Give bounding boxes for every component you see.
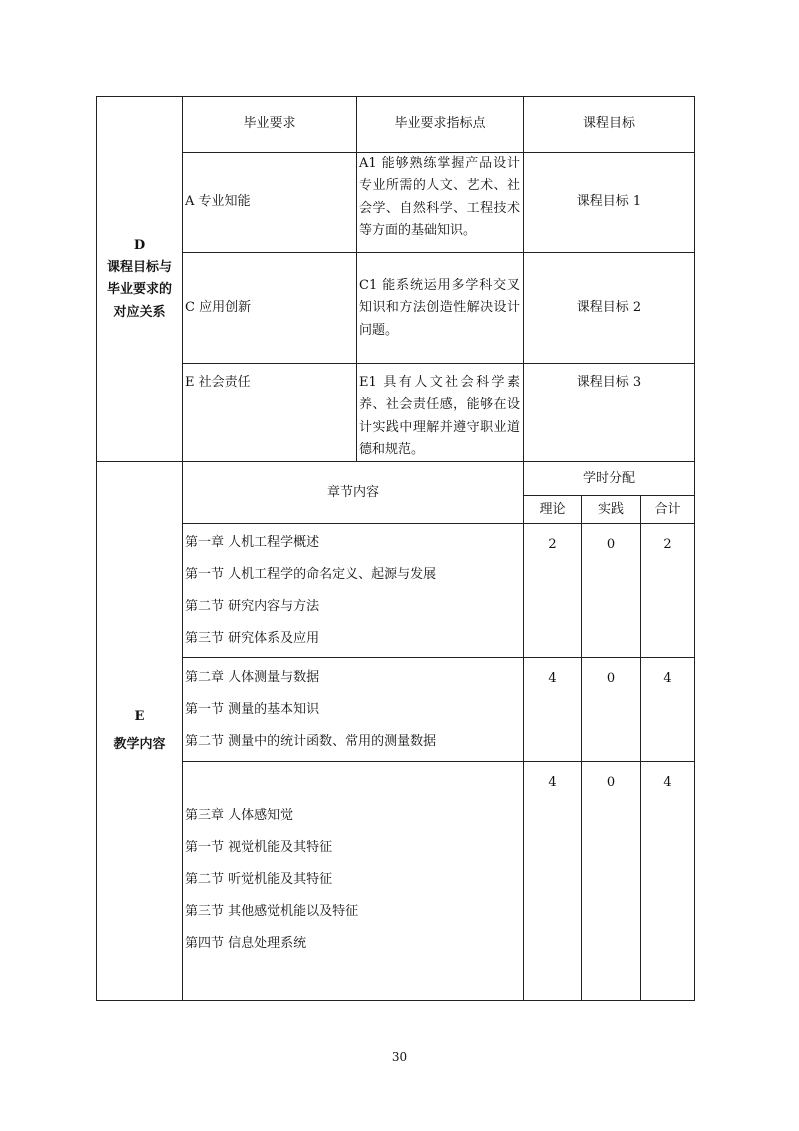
- section-e-label: [97, 462, 183, 1001]
- chapter-line: 第一章 人机工程学概述: [185, 534, 320, 550]
- practice-hours: 0: [582, 524, 641, 658]
- chapter-line: 第二节 测量中的统计函数、常用的测量数据: [185, 733, 437, 749]
- section-e-header-row: [97, 462, 695, 496]
- total-hours: 2: [641, 524, 695, 658]
- header-indicator: 毕业要求指标点: [357, 97, 524, 153]
- target-cell: 课程目标 2: [524, 253, 695, 364]
- requirement-cell: C 应用创新: [183, 253, 357, 364]
- section-d-label-line: 对应关系: [113, 304, 166, 320]
- header-chapter-content: 章节内容: [183, 462, 524, 524]
- course-table: [96, 96, 695, 1001]
- header-total: 合计: [641, 496, 695, 524]
- chapter-content: [183, 658, 524, 762]
- chapter-content: [183, 524, 524, 658]
- section-d-label-line: 课程目标与: [106, 259, 172, 275]
- requirement-row: [97, 364, 695, 462]
- requirement-cell: E 社会责任: [183, 364, 357, 462]
- chapter-line: 第三章 人体感知觉: [185, 808, 294, 824]
- practice-hours: 0: [582, 762, 641, 1001]
- chapter-line: 第一节 测量的基本知识: [185, 701, 320, 717]
- chapter-line: 第一节 视觉机能及其特征: [185, 840, 333, 856]
- header-practice: 实践: [582, 496, 641, 524]
- header-hours: 学时分配: [524, 462, 695, 496]
- indicator-cell: C1 能系统运用多学科交叉知识和方法创造性解决设计问题。: [357, 253, 524, 364]
- theory-hours: 4: [524, 762, 582, 1001]
- chapter-line: 第二节 听觉机能及其特征: [185, 872, 333, 888]
- section-d-label-line: 毕业要求的: [106, 282, 172, 298]
- section-d-header-row: [97, 97, 695, 153]
- indicator-cell: E1 具有人文社会科学素养、社会责任感，能够在设计实践中理解并遵守职业道德和规范。: [357, 364, 524, 462]
- indicator-cell: A1 能够熟练掌握产品设计专业所需的人文、艺术、社会学、自然科学、工程技术等方面的基础知识。: [357, 153, 524, 253]
- theory-hours: 2: [524, 524, 582, 658]
- chapter-row: [97, 658, 695, 762]
- section-e-label-text: 教学内容: [113, 737, 166, 753]
- total-hours: 4: [641, 762, 695, 1001]
- requirement-row: [97, 153, 695, 253]
- section-d-label: [97, 97, 183, 462]
- section-d-letter: D: [133, 237, 146, 253]
- section-e-letter: E: [134, 709, 145, 725]
- chapter-line: 第一节 人机工程学的命名定义、起源与发展: [185, 566, 437, 582]
- chapter-row: [97, 762, 695, 1001]
- requirement-row: [97, 253, 695, 364]
- chapter-line: 第二章 人体测量与数据: [185, 669, 320, 685]
- chapter-line: 第二节 研究内容与方法: [185, 598, 320, 614]
- chapter-line: 第三节 研究体系及应用: [185, 630, 320, 646]
- target-cell: 课程目标 3: [524, 364, 695, 462]
- page-number: 30: [391, 1050, 408, 1064]
- target-cell: 课程目标 1: [524, 153, 695, 253]
- chapter-line: 第三节 其他感觉机能以及特征: [185, 904, 359, 920]
- theory-hours: 4: [524, 658, 582, 762]
- chapter-content: [183, 762, 524, 1001]
- requirement-cell: A 专业知能: [183, 153, 357, 253]
- practice-hours: 0: [582, 658, 641, 762]
- header-requirement: 毕业要求: [183, 97, 357, 153]
- chapter-line: 第四节 信息处理系统: [185, 936, 307, 952]
- header-theory: 理论: [524, 496, 582, 524]
- total-hours: 4: [641, 658, 695, 762]
- chapter-row: [97, 524, 695, 658]
- header-target: 课程目标: [524, 97, 695, 153]
